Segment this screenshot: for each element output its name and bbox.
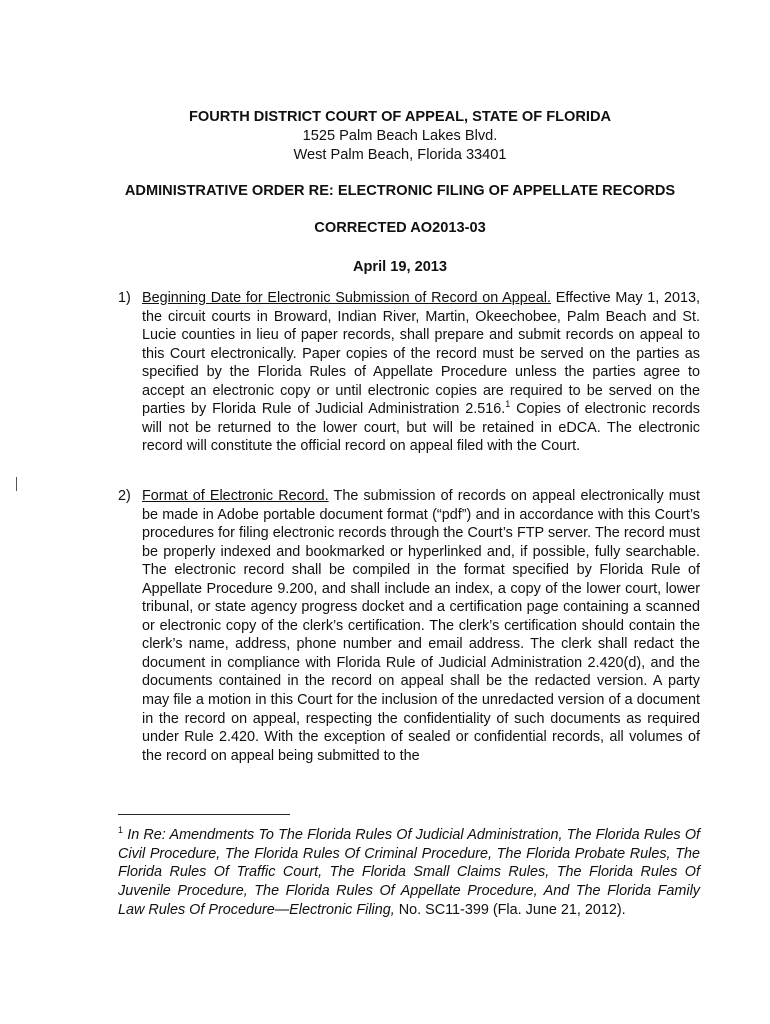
letterhead	[100, 108, 700, 165]
paragraph-1	[118, 289, 700, 456]
paragraph-text: Effective May 1, 2013, the circuit courts in Broward, Indian River, Martin, Okeechobee, Palm Beach and St. Lucie counties in lieu of paper records, shall prepare and submit records on appeal to this Court electronically. Paper copies of the record must be served on the parties as specified by the Florida Rules of Appellate Procedure unless the parties agree to accept an electronic copy or until electronic copies are required to be served on the parties by Florida Rule of Judicial Administration 2.516.	[142, 290, 701, 418]
court-address-street: 1525 Palm Beach Lakes Blvd.	[302, 128, 498, 144]
footnote	[118, 826, 700, 920]
court-address-city: West Palm Beach, Florida 33401	[293, 147, 507, 163]
footnote-divider	[118, 814, 290, 815]
footnote-citation: No. SC11-399 (Fla. June 21, 2012).	[394, 901, 626, 918]
paragraph-body	[142, 289, 700, 456]
footnote-case-title: In Re: Amendments To The Florida Rules Of Judicial Administration, The Florida Rules Of Civil Procedure, The Florida Rules Of Criminal Procedure, The Florida Probate Rules, The Florida Rules Of Traffic Court, The Florida Small Claims Rules, The Florida Rules Of Juvenile Procedure, The Florida Rules Of Appellate Procedure, And The Florida Family Law Rules Of Procedure—Electronic Filing,	[118, 827, 701, 918]
paragraph-body	[142, 487, 700, 765]
paragraph-heading: Beginning Date for Electronic Submission of Record on Appeal.	[142, 290, 551, 306]
order-title: ADMINISTRATIVE ORDER RE: ELECTRONIC FILING OF APPELLATE RECORDS	[124, 183, 676, 199]
paragraph-2	[118, 487, 700, 765]
scan-artifact	[16, 477, 17, 491]
paragraph-text-continued: Copies of electronic records will not be returned to the lower court, but will be retained in eDCA. The electronic record will constitute the official record on appeal filed with the Court.	[142, 401, 700, 455]
order-date: April 19, 2013	[352, 259, 448, 275]
paragraph-number: 2)	[118, 488, 131, 504]
court-name: FOURTH DISTRICT COURT OF APPEAL, STATE OF FLORIDA	[188, 109, 612, 125]
paragraph-heading: Format of Electronic Record.	[142, 488, 329, 504]
footnote-reference: 1	[505, 399, 511, 410]
paragraph-number: 1)	[118, 290, 131, 306]
footnote-marker: 1	[118, 825, 124, 836]
paragraph-text: The submission of records on appeal electronically must be made in Adobe portable document format (“pdf”) and in accordance with this Court’s procedures for filing electronic records through the Court’s FTP server. The record must be properly indexed and bookmarked or hyperlinked and, if possible, fully searchable. The electronic record shall be compiled in the format specified by Florida Rule of Appellate Procedure 9.200, and shall include an index, a copy of the lower court, lower tribunal, or state agency progress docket and a certification page containing a scanned or electronic copy of the clerk’s certification. The clerk’s certification should contain the clerk’s name, address, phone number and email address. The clerk shall redact the document in compliance with Florida Rule of Judicial Administration 2.420(d), and the documents contained in the record on appeal shall be the redacted version. A party may file a motion in this Court for the inclusion of the unredacted version of a document in the record on appeal, respecting the confidentiality of such documents as required under Rule 2.420. With the exception of sealed or confidential records, all volumes of the record on appeal being submitted to the	[142, 488, 700, 764]
order-number: CORRECTED AO2013-03	[314, 220, 486, 236]
